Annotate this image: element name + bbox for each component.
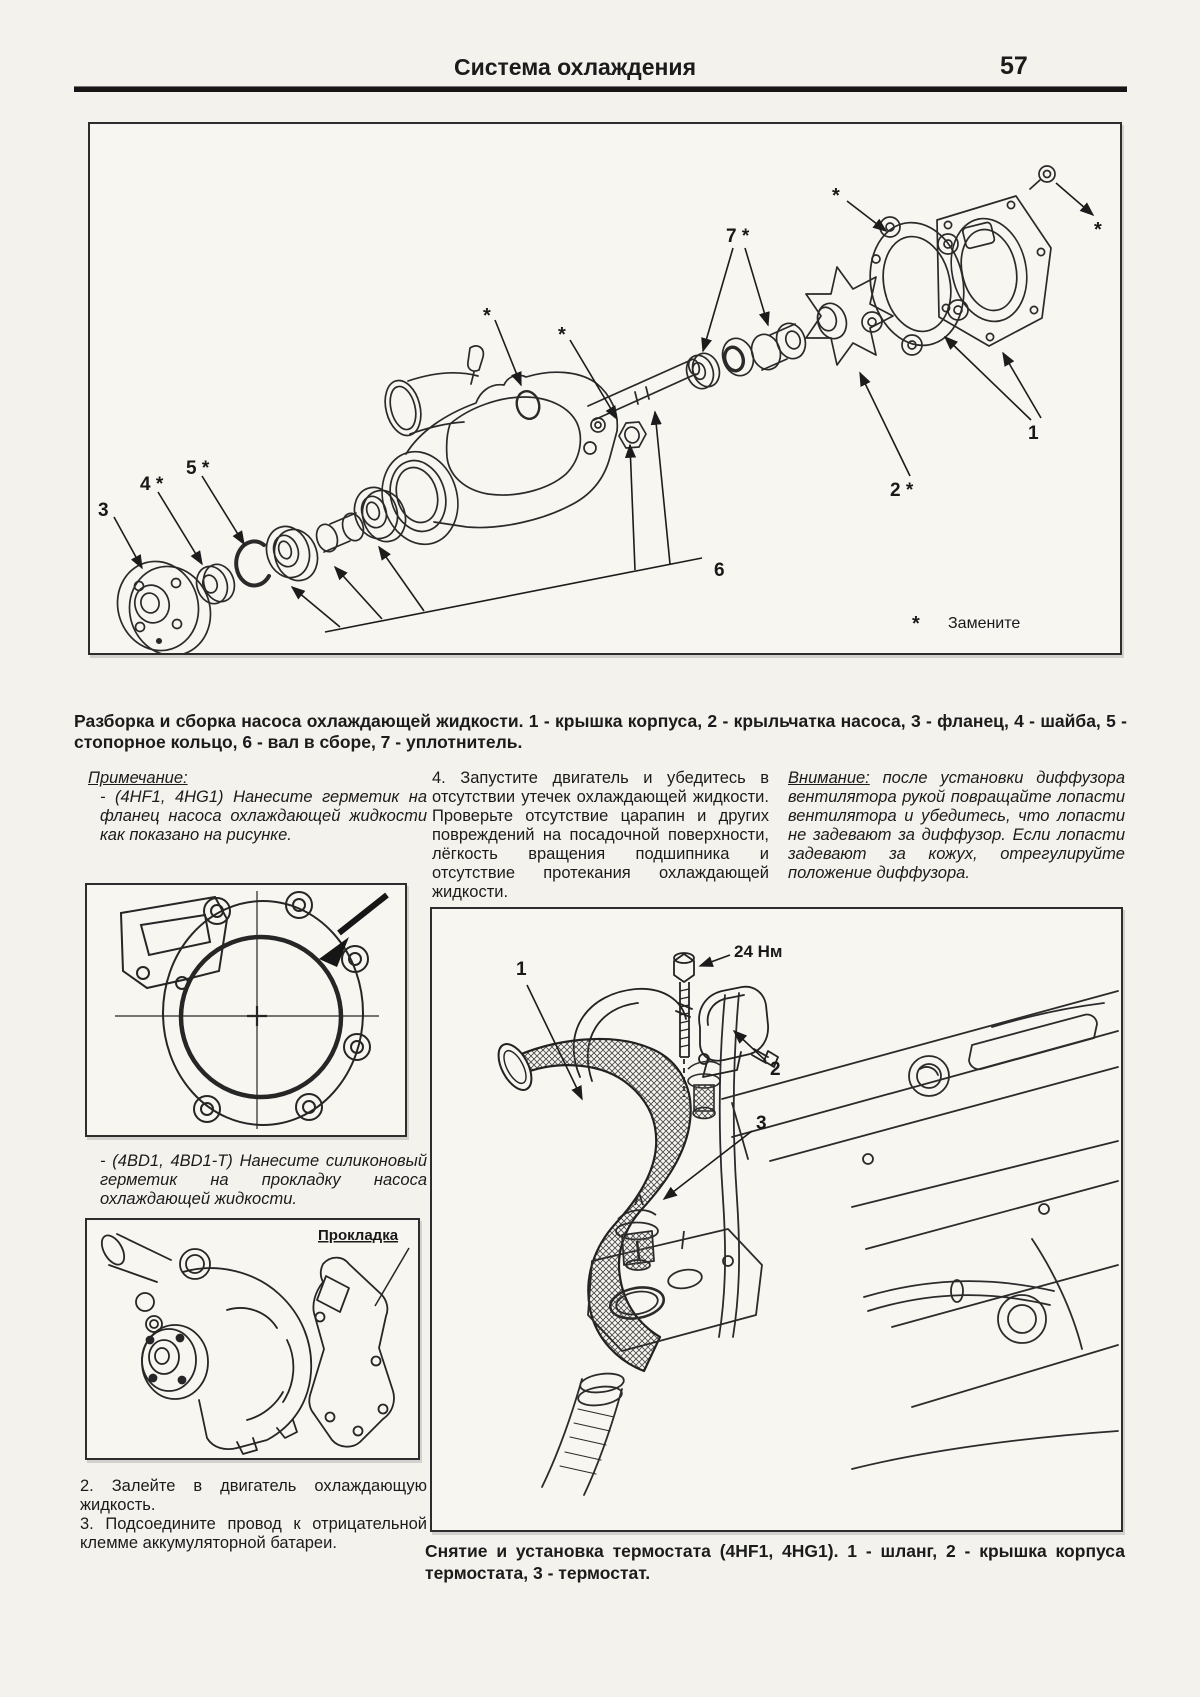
page-number: 57 bbox=[1000, 52, 1028, 80]
warning-heading: Внимание: bbox=[788, 769, 870, 787]
part-label-impeller: 2 * bbox=[890, 480, 914, 501]
replace-star-marker: * bbox=[832, 185, 840, 207]
part-label-cover: 1 bbox=[1028, 423, 1039, 444]
gasket-label: Прокладка bbox=[318, 1227, 399, 1244]
part-label-shaft: 6 bbox=[714, 560, 725, 581]
replace-star-marker: * bbox=[483, 305, 491, 327]
warning-text: после установки диффузора вентилятора рукой повращайте лопасти вентилятора и убедитесь, что лопасти не задевают за диффузор. Если лопасти задевают за кожух, отрегулируйте положение диффузора. bbox=[788, 769, 1125, 882]
flange-linework bbox=[115, 891, 379, 1129]
thermostat-label: 3 bbox=[756, 1113, 767, 1134]
legend-star: * bbox=[912, 613, 920, 635]
step-4-text: 4. Запустите двигатель и убедитесь в отсутствии утечек охлаждающей жидкости. Проверьте отсутствие царапин и других повреждений на посадочной поверхности, лёгкость вращения подшипника и отсутствие протекания охлаждающей жидкости. bbox=[432, 769, 769, 901]
note-4bd1-block bbox=[88, 1152, 427, 1209]
step-2-text: 2. Залейте в двигатель охлаждающую жидкость. bbox=[80, 1477, 427, 1514]
part-label-washer: 4 * bbox=[140, 474, 164, 495]
step-3-text: 3. Подсоедините провод к отрицательной клемме аккумуляторной батареи. bbox=[80, 1515, 427, 1552]
figure-water-pump-exploded bbox=[88, 122, 1122, 655]
steps-block bbox=[80, 1477, 427, 1553]
warning-paragraph bbox=[788, 769, 1125, 883]
sealant-pointer-arrow bbox=[319, 895, 387, 967]
hose-label: 1 bbox=[516, 959, 527, 980]
water-pump-exploded-drawing bbox=[90, 124, 1120, 653]
caption-water-pump-exploded: Разборка и сборка насоса охлаждающей жидкости. 1 - крышка корпуса, 2 - крыльчатка насоса, 3 - фланец, 4 - шайба, 5 - стопорное кольцо, 6 - вал в сборе, 7 - уплотнитель. bbox=[74, 711, 1127, 752]
torque-label: 24 Нм bbox=[734, 942, 783, 961]
sealant-flange-drawing bbox=[87, 885, 405, 1135]
note-item-4hf1: - (4HF1, 4HG1) Нанесите герметик на фланец насоса охлаждающей жидкости как показано на рисунке. bbox=[100, 788, 427, 844]
part-label-snap-ring: 5 * bbox=[186, 458, 210, 479]
gasket-plate-linework bbox=[309, 1258, 394, 1447]
leader-lines bbox=[114, 183, 1093, 632]
page-title: Система охлаждения bbox=[453, 54, 696, 80]
legend-replace-text: Замените bbox=[948, 615, 1021, 632]
procedure-column bbox=[432, 769, 769, 902]
note-heading: Примечание: bbox=[88, 769, 188, 787]
gasket-label-group bbox=[318, 1227, 409, 1306]
figure-sealant-flange bbox=[85, 883, 407, 1137]
pump-parts-linework bbox=[106, 166, 1055, 653]
warning-column bbox=[788, 769, 1125, 883]
hose-outline bbox=[510, 1039, 691, 1371]
caption-thermostat: Снятие и установка термостата (4HF1, 4HG1). 1 - шланг, 2 - крышка корпуса термостата, 3 - термостат. bbox=[425, 1541, 1125, 1583]
cover-label: 2 bbox=[770, 1059, 781, 1080]
lower-hose-linework bbox=[542, 1371, 625, 1495]
header-rule bbox=[74, 86, 1127, 92]
figure-thermostat bbox=[430, 907, 1123, 1532]
note-item-4bd1: - (4BD1, 4BD1-T) Нанесите силиконовый герметик на прокладку насоса охлаждающей жидкости. bbox=[100, 1152, 427, 1208]
note-column bbox=[88, 769, 427, 845]
figure-pump-with-gasket bbox=[85, 1218, 420, 1460]
replace-star-marker: * bbox=[1094, 219, 1102, 241]
thermostat-drawing bbox=[432, 909, 1121, 1530]
part-label-seal: 7 * bbox=[726, 226, 750, 247]
pump-3d-linework bbox=[97, 1232, 311, 1454]
pump-gasket-drawing bbox=[87, 1220, 418, 1458]
replace-star-marker: * bbox=[558, 324, 566, 346]
part-label-flange: 3 bbox=[98, 500, 109, 521]
